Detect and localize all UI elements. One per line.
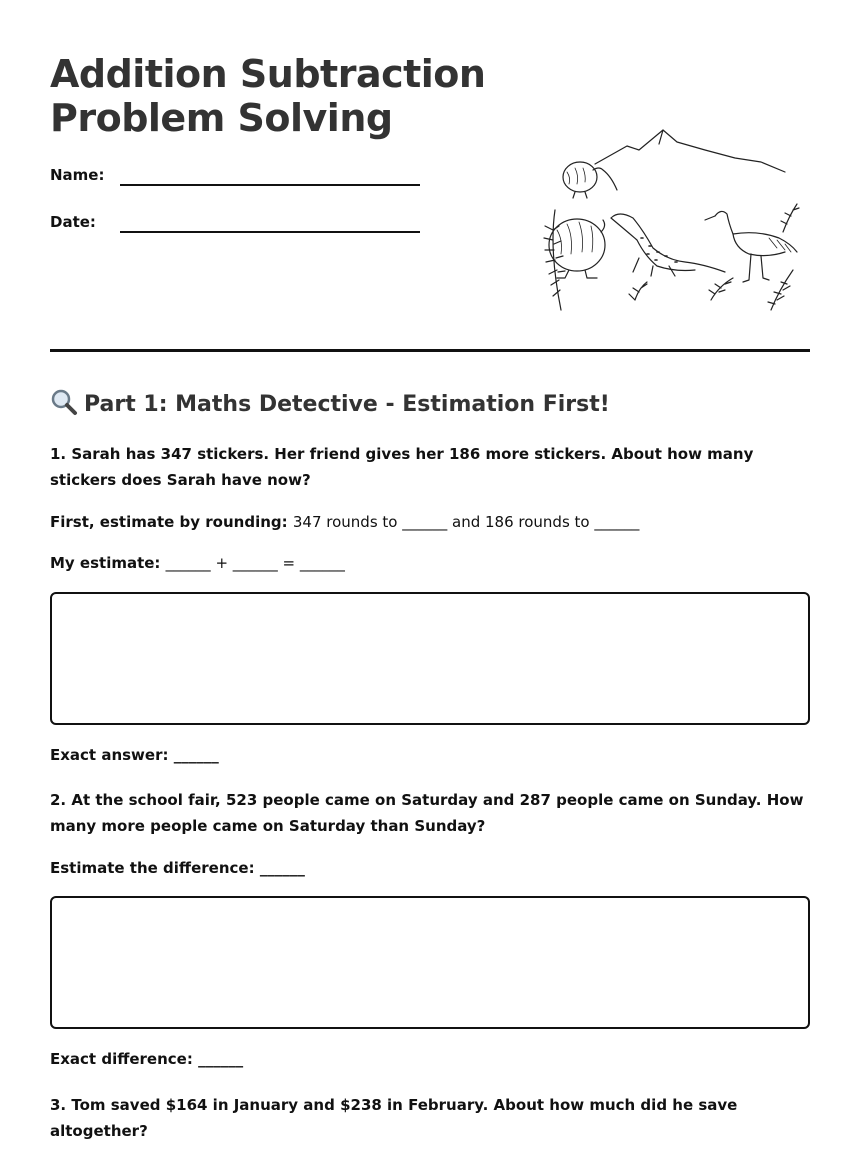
question-3-text: 3. Tom saved $164 in January and $238 in February. About how much did he save altogether? — [50, 1096, 738, 1140]
estimate-blanks[interactable]: ______ + ______ = ______ — [165, 554, 345, 572]
question-1-rounding — [50, 509, 820, 535]
estimate-difference-label: Estimate the difference: — [50, 859, 255, 877]
fern-icon — [544, 210, 565, 310]
question-2-exact — [50, 1046, 820, 1072]
name-underline[interactable] — [120, 184, 420, 186]
name-label: Name: — [50, 166, 105, 184]
small-kiwi-icon — [563, 162, 617, 198]
exact-difference-blank[interactable]: ______ — [198, 1050, 244, 1068]
question-2-work-box[interactable] — [50, 896, 810, 1029]
rounding-text[interactable]: 347 rounds to ______ and 186 rounds to ______ — [292, 513, 640, 531]
name-field[interactable] — [50, 166, 104, 184]
question-1-estimate — [50, 550, 820, 576]
exact-answer-blank[interactable]: ______ — [173, 746, 219, 764]
large-kiwi-icon — [549, 219, 605, 278]
native-animals-illustration — [535, 120, 805, 320]
date-label: Date: — [50, 213, 96, 231]
section-heading-text: Part 1: Maths Detective - Estimation First! — [84, 392, 610, 417]
tuatara-icon — [611, 214, 725, 276]
rounding-label: First, estimate by rounding: — [50, 513, 288, 531]
question-2-text: 2. At the school fair, 523 people came on Saturday and 287 people came on Sunday. How many more people came on Saturday than Sunday? — [50, 791, 804, 835]
title-line-2: Problem Solving — [50, 96, 393, 140]
magnifying-glass-icon — [50, 388, 78, 416]
date-underline[interactable] — [120, 231, 420, 233]
question-1-work-box[interactable] — [50, 592, 810, 725]
question-1-text: 1. Sarah has 347 stickers. Her friend gives her 186 more stickers. About how many stickers does Sarah have now? — [50, 445, 754, 489]
estimate-difference-blank[interactable]: ______ — [259, 859, 305, 877]
exact-answer-label: Exact answer: — [50, 746, 169, 764]
exact-difference-label: Exact difference: — [50, 1050, 193, 1068]
header-divider — [50, 349, 810, 352]
worksheet-title — [50, 52, 485, 140]
estimate-label: My estimate: — [50, 554, 161, 572]
question-1-exact — [50, 742, 820, 768]
bottom-ferns-icon — [629, 204, 799, 310]
date-field[interactable] — [50, 213, 96, 231]
mountain-icon — [595, 130, 785, 172]
question-2-estimate — [50, 855, 820, 881]
title-line-1: Addition Subtraction — [50, 52, 486, 96]
section-heading-part-1 — [50, 388, 610, 417]
